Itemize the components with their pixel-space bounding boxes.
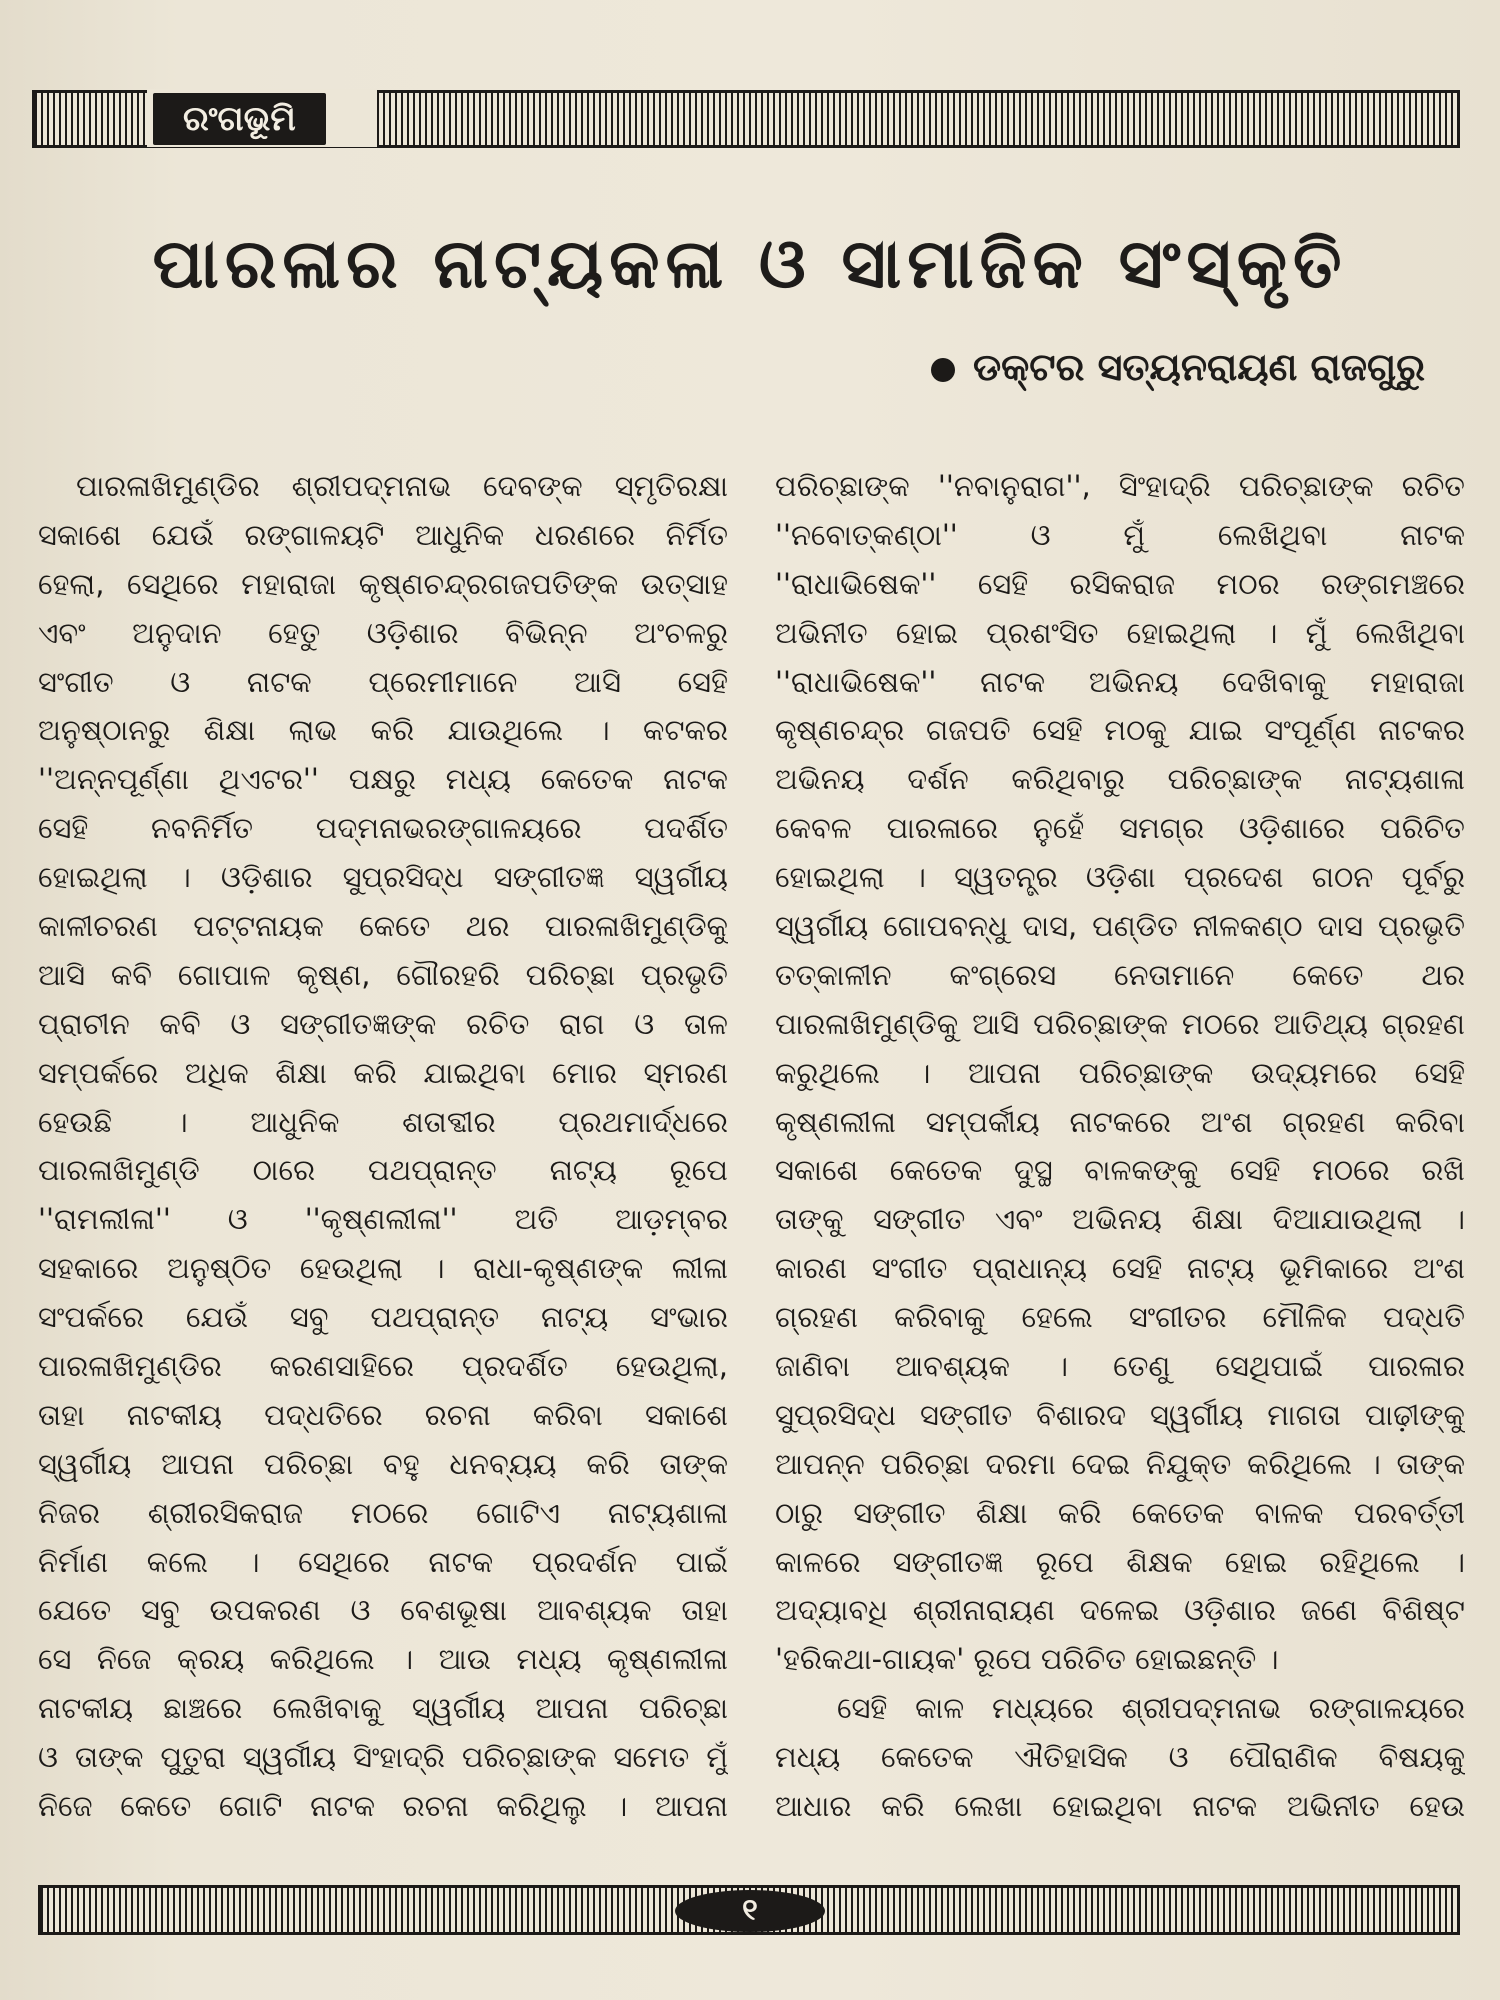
text-line: ସକାଶେ ଯେଉଁ ରଙ୍ଗାଳୟଟି ଆଧୁନିକ ଧରଣରେ ନିର୍ମିତ [38, 517, 728, 552]
text-line: ଆପନ୍ନ ପରିଚ୍ଛା ଦରମା ଦେଇ ନିଯୁକ୍ତ କରିଥିଲେ । ତାଙ୍କ [775, 1446, 1465, 1481]
text-line: କୃଷ୍ଣଚନ୍ଦ୍ର ଗଜପତି ସେହି ମଠକୁ ଯାଇ ସଂପୂର୍ଣ୍ଣ ନାଟକର [775, 713, 1465, 748]
author-name: ଡକ୍ଟର ସତ୍ୟନରାୟଣ ରାଜଗୁରୁ [973, 345, 1425, 389]
text-line: ''ରାଧାଭିଷେକ'' ନାଟକ ଅଭିନୟ ଦେଖିବାକୁ ମହାରାଜା [775, 664, 1465, 699]
text-line: କାରଣ ସଂଗୀତ ପ୍ରାଧାନ୍ୟ ସେହି ନାଟ୍ୟ ଭୂମିକାରେ ଅଂଶ [775, 1251, 1465, 1286]
right-column [775, 462, 1465, 1831]
text-line: ଜାଣିବା ଆବଶ୍ୟକ । ତେଣୁ ସେଥିପାଇଁ ପାରଳାର [775, 1349, 1465, 1384]
text-line: ସଂଗୀତ ଓ ନାଟକ ପ୍ରେମୀମାନେ ଆସି ସେହି [38, 664, 728, 699]
text-line: ସହକାରେ ଅନୁଷ୍ଠିତ ହେଉଥିଲା । ରାଧା-କୃଷ୍ଣଙ୍କ ଲୀଳା [38, 1251, 728, 1286]
byline [931, 345, 1425, 390]
article-title: ପାରଳାର ନାଟ୍ୟକଳା ଓ ସାମାଜିକ ସଂସ୍କୃତି [152, 225, 1348, 304]
text-line: ସ୍ୱର୍ଗୀୟ ଆପନା ପରିଚ୍ଛା ବହୁ ଧନବ୍ୟୟ କରି ତାଙ୍କ [38, 1446, 728, 1481]
text-line: ସେହି କାଳ ମଧ୍ୟରେ ଶ୍ରୀପଦ୍ମନାଭ ରଙ୍ଗାଳୟରେ [837, 1691, 1465, 1726]
text-line: କେବଳ ପାରଳାରେ ନୁହେଁ ସମଗ୍ର ଓଡ଼ିଶାରେ ପରିଚିତ [775, 811, 1465, 846]
text-line: ସମ୍ପର୍କରେ ଅଧିକ ଶିକ୍ଷା କରି ଯାଇଥିବା ମୋର ସ୍ମରଣ [38, 1055, 728, 1090]
text-line: ଅଭିନୟ ଦର୍ଶନ କରିଥିବାରୁ ପରିଚ୍ଛାଙ୍କ ନାଟ୍ୟଶାଳା [775, 762, 1465, 797]
text-line: ତାଙ୍କୁ ସଙ୍ଗୀତ ଏବଂ ଅଭିନୟ ଶିକ୍ଷା ଦିଆଯାଉଥିଲା । [775, 1202, 1465, 1237]
text-line: ଆସି କବି ଗୋପାଳ କୃଷ୍ଣ, ଗୌରହରି ପରିଚ୍ଛା ପ୍ରଭୃତି [38, 957, 728, 992]
text-line: ନାଟକୀୟ ଛାଞ୍ଚରେ ଲେଖିବାକୁ ସ୍ୱର୍ଗୀୟ ଆପନା ପରିଚ୍ଛା [38, 1691, 728, 1726]
text-line: ତତ୍କାଳୀନ କଂଗ୍ରେସ ନେତାମାନେ କେତେ ଥର [775, 957, 1465, 992]
text-line: ସେହି ନବନିର୍ମିତ ପଦ୍ମନାଭରଙ୍ଗାଳୟରେ ପଦର୍ଶିତ [38, 811, 728, 846]
text-line: ଆଧାର କରି ଲେଖା ହୋଇଥିବା ନାଟକ ଅଭିନୀତ ହେଉ [775, 1789, 1465, 1824]
page-number: ୧ [675, 1890, 825, 1932]
text-line: ସ୍ୱର୍ଗୀୟ ଗୋପବନ୍ଧୁ ଦାସ, ପଣ୍ଡିତ ନୀଳକଣ୍ଠ ଦାସ ପ୍ରଭୃତି [775, 909, 1465, 944]
text-line: ଅଦ୍ୟାବଧି ଶ୍ରୀନାରାୟଣ ଦଳେଇ ଓଡ଼ିଶାର ଜଣେ ବିଶିଷ୍ଟ [775, 1593, 1465, 1628]
text-line: କାଳରେ ସଙ୍ଗୀତଜ୍ଞ ରୂପେ ଶିକ୍ଷକ ହୋଇ ରହିଥିଲେ । [775, 1544, 1465, 1579]
text-line: ପାରଳାଖିମୁଣ୍ଡି ଠାରେ ପଥପ୍ରାନ୍ତ ନାଟ୍ୟ ରୂପେ [38, 1153, 728, 1188]
section-label: ରଂଗଭୂମି [153, 93, 326, 145]
text-line: ''ଅନ୍ନପୂର୍ଣ୍ଣା ଥିଏଟର'' ପକ୍ଷରୁ ମଧ୍ୟ କେତେକ ନାଟକ [38, 762, 728, 797]
text-line: ହୋଇଥିଲା । ସ୍ୱତନ୍ତ୍ର ଓଡ଼ିଶା ପ୍ରଦେଶ ଗଠନ ପୂର୍ବରୁ [775, 860, 1465, 895]
text-line: ପ୍ରାଚୀନ କବି ଓ ସଙ୍ଗୀତଜ୍ଞଙ୍କ ରଚିତ ରାଗ ଓ ତାଳ [38, 1006, 728, 1041]
text-line: ''ରାମଲୀଳା'' ଓ ''କୃଷ୍ଣଲୀଳା'' ଅତି ଆଡ଼ମ୍ବର [38, 1202, 728, 1237]
text-line: ହୋଇଥିଲା । ଓଡ଼ିଶାର ସୁପ୍ରସିଦ୍ଧ ସଙ୍ଗୀତଜ୍ଞ ସ୍ୱର୍ଗୀୟ [38, 860, 728, 895]
text-line: ସୁପ୍ରସିଦ୍ଧ ସଙ୍ଗୀତ ବିଶାରଦ ସ୍ୱର୍ଗୀୟ ମାଗତା ପାଢ଼ୀଙ୍କୁ [775, 1397, 1465, 1432]
text-line: ଏବଂ ଅନୁଦାନ ହେତୁ ଓଡ଼ିଶାର ବିଭିନ୍ନ ଅଂଚଳରୁ [38, 615, 728, 650]
text-line: ନିଜର ଶ୍ରୀରସିକରାଜ ମଠରେ ଗୋଟିଏ ନାଟ୍ୟଶାଳା [38, 1495, 728, 1530]
text-line: ''ରାଧାଭିଷେକ'' ସେହି ରସିକରାଜ ମଠର ରଙ୍ଗମଞ୍ଚରେ [775, 566, 1465, 601]
text-line: କୃଷ୍ଣଲୀଳା ସମ୍ପର୍କୀୟ ନାଟକରେ ଅଂଶ ଗ୍ରହଣ କରିବା [775, 1104, 1465, 1139]
text-line: ହେଉଛି । ଆଧୁନିକ ଶତାବ୍ଦୀର ପ୍ରଥମାର୍ଦ୍ଧରେ [38, 1104, 728, 1139]
text-line: ଅନୁଷ୍ଠାନରୁ ଶିକ୍ଷା ଲାଭ କରି ଯାଉଥିଲେ । କଟକର [38, 713, 728, 748]
text-line: ମଧ୍ୟ କେତେକ ଐତିହାସିକ ଓ ପୌରାଣିକ ବିଷୟକୁ [775, 1740, 1465, 1775]
text-line: ନିଜେ କେତେ ଗୋଟି ନାଟକ ରଚନା କରିଥିଲୁ । ଆପନା [38, 1789, 728, 1824]
text-line: ପାରଳାଖିମୁଣ୍ଡିକୁ ଆସି ପରିଚ୍ଛାଙ୍କ ମଠରେ ଆତିଥ୍ୟ ଗ୍ରହଣ [775, 1006, 1465, 1041]
text-line: ଅଭିନୀତ ହୋଇ ପ୍ରଶଂସିତ ହୋଇଥିଲା । ମୁଁ ଲେଖିଥିବା [775, 615, 1465, 650]
text-line: ଓ ତାଙ୍କ ପୁତୁରା ସ୍ୱର୍ଗୀୟ ସିଂହାଦ୍ରି ପରିଚ୍ଛାଙ୍କ ସମେତ ମୁଁ [38, 1740, 728, 1775]
text-line: କରୁଥିଲେ । ଆପନା ପରିଚ୍ଛାଙ୍କ ଉଦ୍ୟମରେ ସେହି [775, 1055, 1465, 1090]
text-line: ହେଲା, ସେଥିରେ ମହାରାଜା କୃଷ୍ଣଚନ୍ଦ୍ରଗଜପତିଙ୍କ ଉତ୍ସାହ [38, 566, 728, 601]
text-line: ଗ୍ରହଣ କରିବାକୁ ହେଲେ ସଂଗୀତର ମୌଳିକ ପଦ୍ଧତି [775, 1300, 1465, 1335]
text-line: 'ହରିକଥା-ଗାୟକ' ରୂପେ ପରିଚିତ ହୋଇଛନ୍ତି । [775, 1642, 1279, 1677]
text-line: ପରିଚ୍ଛାଙ୍କ ''ନବାନୁରାଗ'', ସିଂହାଦ୍ରି ପରିଚ୍ଛାଙ୍କ ରଚିତ [775, 469, 1465, 503]
text-line: ''ନବୋତ୍କଣ୍ଠା'' ଓ ମୁଁ ଲେଖିଥିବା ନାଟକ [775, 517, 1465, 552]
text-line: ଠାରୁ ସଙ୍ଗୀତ ଶିକ୍ଷା କରି କେତେକ ବାଳକ ପରବର୍ତ୍ତୀ [775, 1495, 1465, 1530]
bullet-icon [931, 358, 955, 382]
text-line: କାଳୀଚରଣ ପଟ୍ଟନାୟକ କେତେ ଥର ପାରଳାଖିମୁଣ୍ଡିକୁ [38, 909, 728, 944]
text-line: ଯେତେ ସବୁ ଉପକରଣ ଓ ବେଶଭୂଷା ଆବଶ୍ୟକ ତାହା [38, 1593, 728, 1628]
text-line: ସେ ନିଜେ କ୍ରୟ କରିଥିଲେ । ଆଉ ମଧ୍ୟ କୃଷ୍ଣଲୀଳା [38, 1642, 728, 1677]
text-line: ପାରଳାଖିମୁଣ୍ଡିର କରଣସାହିରେ ପ୍ରଦର୍ଶିତ ହେଉଥିଲା, [38, 1349, 728, 1384]
text-line: ତାହା ନାଟକୀୟ ପଦ୍ଧତିରେ ରଚନା କରିବା ସକାଶେ [38, 1397, 728, 1432]
section-header-band [32, 90, 1460, 148]
text-line: ପାରଳାଖିମୁଣ୍ଡିର ଶ୍ରୀପଦ୍ମନାଭ ଦେବଙ୍କ ସ୍ମୃତିରକ୍ଷା [76, 469, 728, 503]
text-line: ନିର୍ମାଣ କଲେ । ସେଥିରେ ନାଟକ ପ୍ରଦର୍ଶନ ପାଇଁ [38, 1544, 728, 1579]
left-column [38, 462, 728, 1831]
text-line: ସକାଶେ କେତେକ ଦୁସ୍ଥ ବାଳକଙ୍କୁ ସେହି ମଠରେ ରଖି [775, 1153, 1465, 1188]
text-line: ସଂପର୍କରେ ଯେଉଁ ସବୁ ପଥପ୍ରାନ୍ତ ନାଟ୍ୟ ସଂଭାର [38, 1300, 728, 1335]
